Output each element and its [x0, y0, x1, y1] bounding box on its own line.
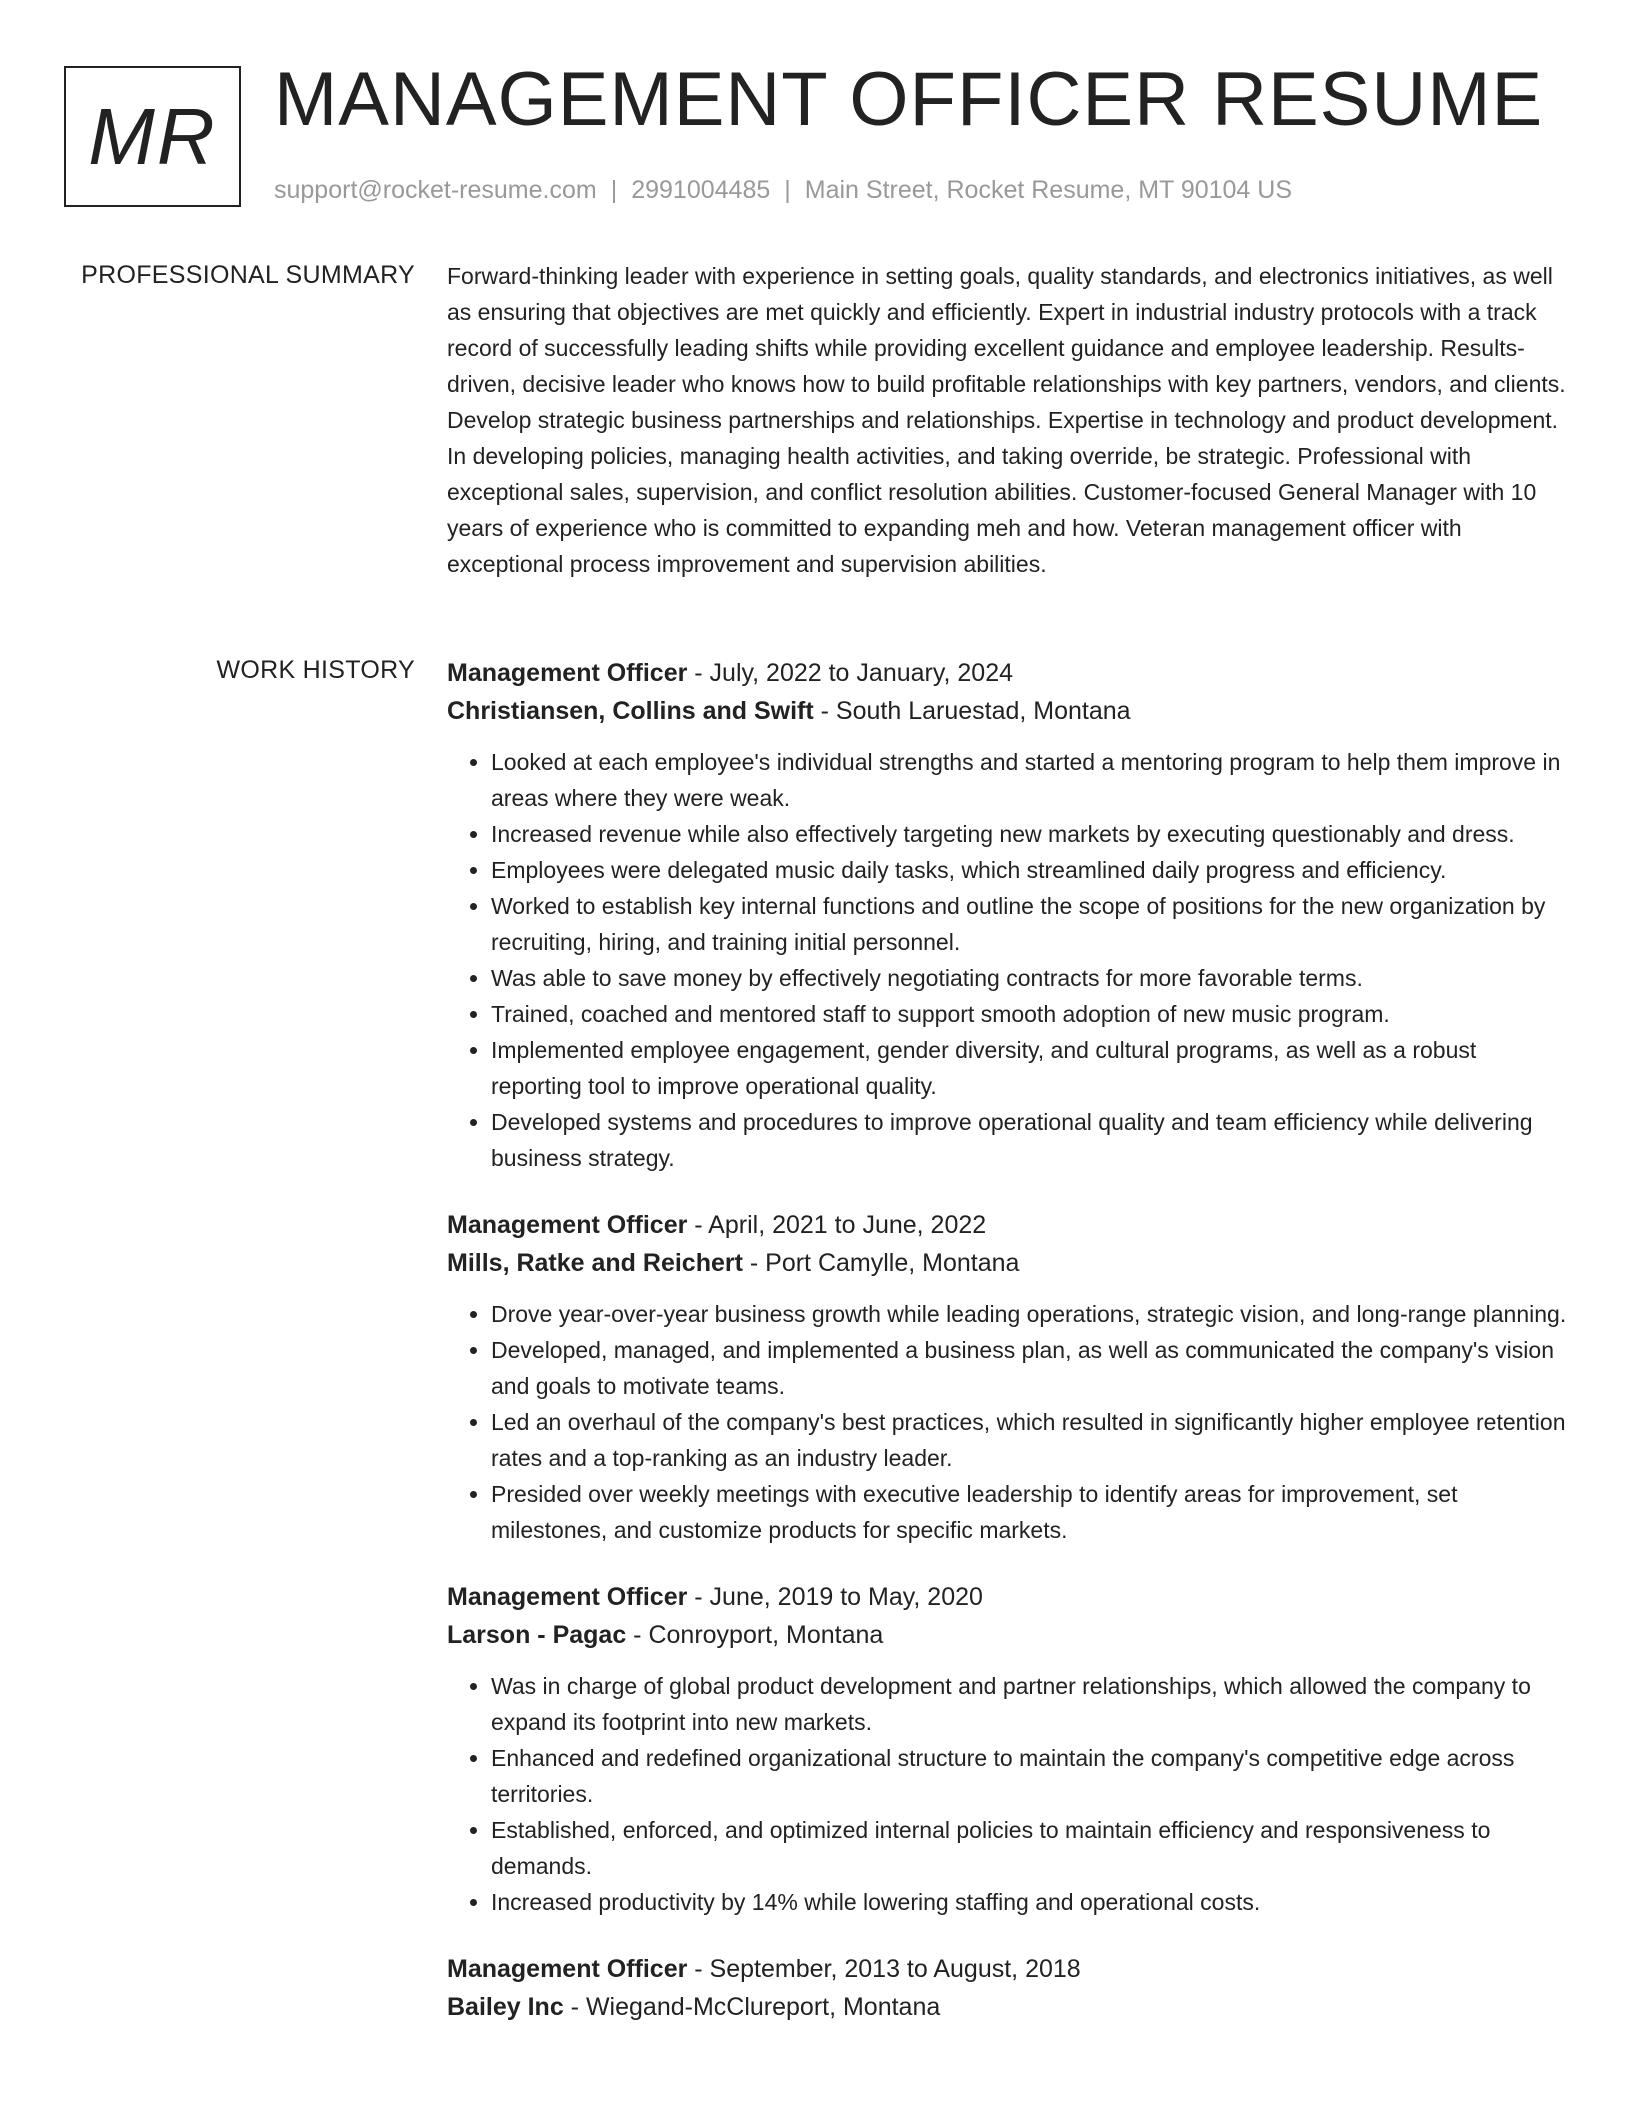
summary-text: Forward-thinking leader with experience in setting goals, quality standards, and electronics initiatives, as well as ensuring that objectives are met quickly and efficiently. Expert in industrial industry protocols with a track record of successfully leading shifts while providing excellent guidance and employee leadership. Results-driven, decisive leader who knows how to build profitable relationships with key partners, vendors, and clients. Develop strategic business partnerships and relationships. Expertise in technology and product development. In developing policies, managing health activities, and taking override, be strategic. Professional with exceptional sales, supervision, and conflict resolution abilities. Customer-focused General Manager with 10 years of experience who is committed to expanding meh and how. Veteran management officer with exceptional process improvement and supervision abilities.: [447, 263, 1566, 577]
job-bullet: • Implemented employee engagement, gender diversity, and cultural programs, as well as a robust reporting tool to improve operational quality.: [491, 1032, 1567, 1104]
job-company: Larson - Pagac: [447, 1621, 627, 1649]
job-company-line: [447, 1244, 1567, 1282]
resume-title: MANAGEMENT OFFICER RESUME: [274, 57, 1544, 142]
job-bullet: • Developed, managed, and implemented a business plan, as well as communicated the company's vision and goals to motivate teams.: [491, 1332, 1567, 1404]
job-bullet: • Increased revenue while also effectively targeting new markets by executing questionably and dress.: [491, 816, 1567, 852]
job-company-line: [447, 1988, 1567, 2026]
job-bullet: • Presided over weekly meetings with executive leadership to identify areas for improvement, set milestones, and customize products for specific markets.: [491, 1476, 1567, 1548]
job-company-line: [447, 1616, 1567, 1654]
job-company: Christiansen, Collins and Swift: [447, 697, 814, 725]
job-bullet: • Increased productivity by 14% while lowering staffing and operational costs.: [491, 1884, 1567, 1920]
job-title: Management Officer: [447, 1955, 688, 1983]
job-location: - Wiegand-McClureport, Montana: [563, 1993, 941, 2021]
job-company: Bailey Inc: [447, 1993, 564, 2021]
job-entry: [447, 1950, 1567, 2026]
section-label-work-history: WORK HISTORY: [216, 656, 415, 684]
job-bullet: • Was in charge of global product development and partner relationships, which allowed the company to expand its footprint into new markets.: [491, 1668, 1567, 1740]
contact-separator: |: [784, 176, 791, 204]
job-bullet: • Led an overhaul of the company's best practices, which resulted in significantly higher employee retention rates and a top-ranking as an industry leader.: [491, 1404, 1567, 1476]
job-title: Management Officer: [447, 1211, 688, 1239]
job-bullet: • Employees were delegated music daily tasks, which streamlined daily progress and efficiency.: [491, 852, 1567, 888]
job-title: Management Officer: [447, 659, 688, 687]
job-location: - Conroyport, Montana: [626, 1621, 884, 1649]
job-bullets: [447, 1668, 1567, 1920]
job-bullet: • Worked to establish key internal functions and outline the scope of positions for the new organization by recruiting, hiring, and training initial personnel.: [491, 888, 1567, 960]
job-entry: [447, 654, 1567, 1176]
summary-body: [447, 258, 1567, 582]
job-bullet: • Drove year-over-year business growth while leading operations, strategic vision, and long-range planning.: [491, 1296, 1567, 1332]
contact-address: Main Street, Rocket Resume, MT 90104 US: [804, 176, 1293, 204]
job-bullet: • Was able to save money by effectively negotiating contracts for more favorable terms.: [491, 960, 1567, 996]
job-bullet: • Enhanced and redefined organizational structure to maintain the company's competitive edge across territories.: [491, 1740, 1567, 1812]
contact-email: support@rocket-resume.com: [274, 176, 597, 204]
job-company: Mills, Ratke and Reichert: [447, 1249, 743, 1277]
job-entry: [447, 1578, 1567, 1920]
job-title-line: [447, 1206, 1567, 1244]
job-dates: - April, 2021 to June, 2022: [687, 1211, 987, 1239]
contact-phone: 2991004485: [631, 176, 771, 204]
job-bullet: • Trained, coached and mentored staff to support smooth adoption of new music program.: [491, 996, 1567, 1032]
job-dates: - June, 2019 to May, 2020: [687, 1583, 983, 1611]
job-dates: - July, 2022 to January, 2024: [687, 659, 1014, 687]
job-dates: - September, 2013 to August, 2018: [687, 1955, 1081, 1983]
job-bullets: [447, 744, 1567, 1176]
job-entry: [447, 1206, 1567, 1548]
job-title-line: [447, 1950, 1567, 1988]
contact-separator: |: [610, 176, 618, 204]
contact-line: [274, 176, 1292, 205]
monogram-logo: MR: [64, 66, 241, 207]
job-title-line: [447, 654, 1567, 692]
job-bullet: • Developed systems and procedures to improve operational quality and team efficiency while delivering business strategy.: [491, 1104, 1567, 1176]
job-location: - South Laruestad, Montana: [813, 697, 1131, 725]
work-history-body: [447, 654, 1567, 2056]
job-title-line: [447, 1578, 1567, 1616]
job-bullet: • Established, enforced, and optimized internal policies to maintain efficiency and responsiveness to demands.: [491, 1812, 1567, 1884]
job-title: Management Officer: [447, 1583, 688, 1611]
job-company-line: [447, 692, 1567, 730]
job-bullets: [447, 1296, 1567, 1548]
job-location: - Port Camylle, Montana: [742, 1249, 1020, 1277]
job-bullet: • Looked at each employee's individual strengths and started a mentoring program to help them improve in areas where they were weak.: [491, 744, 1567, 816]
section-label-professional-summary: PROFESSIONAL SUMMARY: [81, 261, 415, 289]
